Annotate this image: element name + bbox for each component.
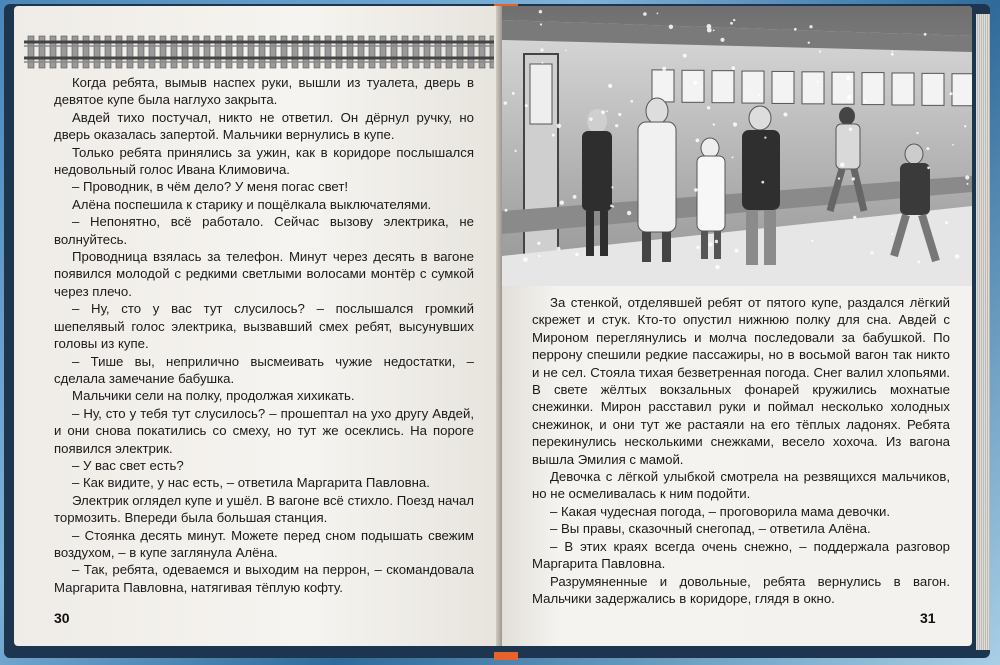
paragraph: – В этих краях всегда очень снежно, – поддержала разговор Маргарита Павловна.	[532, 538, 950, 572]
paragraph: За стенкой, отделявшей ребят от пятого купе, раздался лёгкий скрежет и стук. Кто-то опустил нижнюю полку для сна. Авдей с Мироном переглянулись и молча последовали за бабушкой. По перрону спешили редкие пассажиры, но в восьмой вагон так никто и не сел. Стояла тихая безветренная погода. Снег валил хлопьями. В свете жёлтых вокзальных фонарей кружились мохнатые снежинки. Мирон расставил руки и поймал несколько холодных снежинок, и они тут же растаяли на его тёплых ладонях. Ребята перекинулись несколькими снежками, весело хохоча. Из вагона вышла Эмилия с мамой.	[532, 295, 950, 467]
paragraph: Только ребята принялись за ужин, как в коридоре послышался недовольный голос Ивана Климовича.	[54, 144, 474, 178]
right-page-text	[532, 294, 950, 607]
paragraph: – Стоянка десять минут. Можете перед сном подышать свежим воздухом, – в купе заглянула Алёна.	[54, 527, 474, 560]
right-page	[502, 6, 972, 646]
paragraph: Девочка с лёгкой улыбкой смотрела на резвящихся мальчиков, но не осмеливалась к ним подойти.	[532, 469, 950, 502]
paragraph: Мальчики сели на полку, продолжая хихикать.	[72, 388, 355, 404]
rail-track-icon	[24, 28, 494, 74]
paragraph: Когда ребята, вымыв наспех руки, вышли из туалета, дверь в девятое купе была наглухо закрыта.	[54, 75, 474, 108]
paragraph: – Ну, сто у тебя тут слусилось? – прошептал на ухо другу Авдей, и они снова покатились со смеху, но тут же осеклись. На пороге появился электрик.	[54, 405, 474, 456]
paragraph: Авдей тихо постучал, никто не ответил. Он дёрнул ручку, но дверь оказалась запертой. Мальчики вернулись в купе.	[54, 109, 474, 143]
paragraph: – Ну, сто у вас тут слусилось? – послышался громкий шепелявый голос электрика, вызвавший смех ребят, высунувших головы из купе.	[54, 301, 474, 352]
paragraph: – Как видите, у нас есть, – ответила Маргарита Павловна.	[72, 475, 430, 491]
page-edges	[976, 14, 990, 650]
paragraph: – Тише вы, неприлично высмеивать чужие недостатки, – сделала замечание бабушка.	[54, 353, 474, 386]
paragraph: – Какая чудесная погода, – проговорила мама девочки.	[550, 503, 890, 519]
bookmark-tab-bottom	[494, 652, 518, 660]
paragraph: – Непонятно, всё работало. Сейчас вызову электрика, не волнуйтесь.	[54, 214, 474, 247]
train-platform-illustration	[502, 6, 972, 286]
paragraph: Алёна поспешила к старику и пощёлкала выключателями.	[72, 196, 432, 212]
left-page-text	[54, 74, 474, 596]
paragraph: Электрик оглядел купе и ушёл. В вагоне всё стихло. Поезд начал тормозить. Впереди была большая станция.	[54, 492, 474, 526]
paragraph: – У вас свет есть?	[72, 457, 184, 473]
page-number-left: 30	[54, 610, 70, 626]
paragraph: – Вы правы, сказочный снегопад, – ответила Алёна.	[550, 521, 871, 537]
paragraph: – Так, ребята, одеваемся и выходим на перрон, – скомандовала Маргарита Павловна, натягивая тёплую кофту.	[54, 562, 474, 595]
paragraph: Разрумяненные и довольные, ребята вернулись в вагон. Мальчики задержались в коридоре, глядя в окно.	[532, 573, 950, 606]
paragraph: – Проводник, в чём дело? У меня погас свет!	[72, 179, 349, 195]
paragraph: Проводница взялась за телефон. Минут через десять в вагоне появился молодой с редкими светлыми волосами монтёр с сумкой через плечо.	[54, 249, 474, 299]
left-page	[14, 6, 500, 646]
page-number-right: 31	[920, 610, 936, 626]
